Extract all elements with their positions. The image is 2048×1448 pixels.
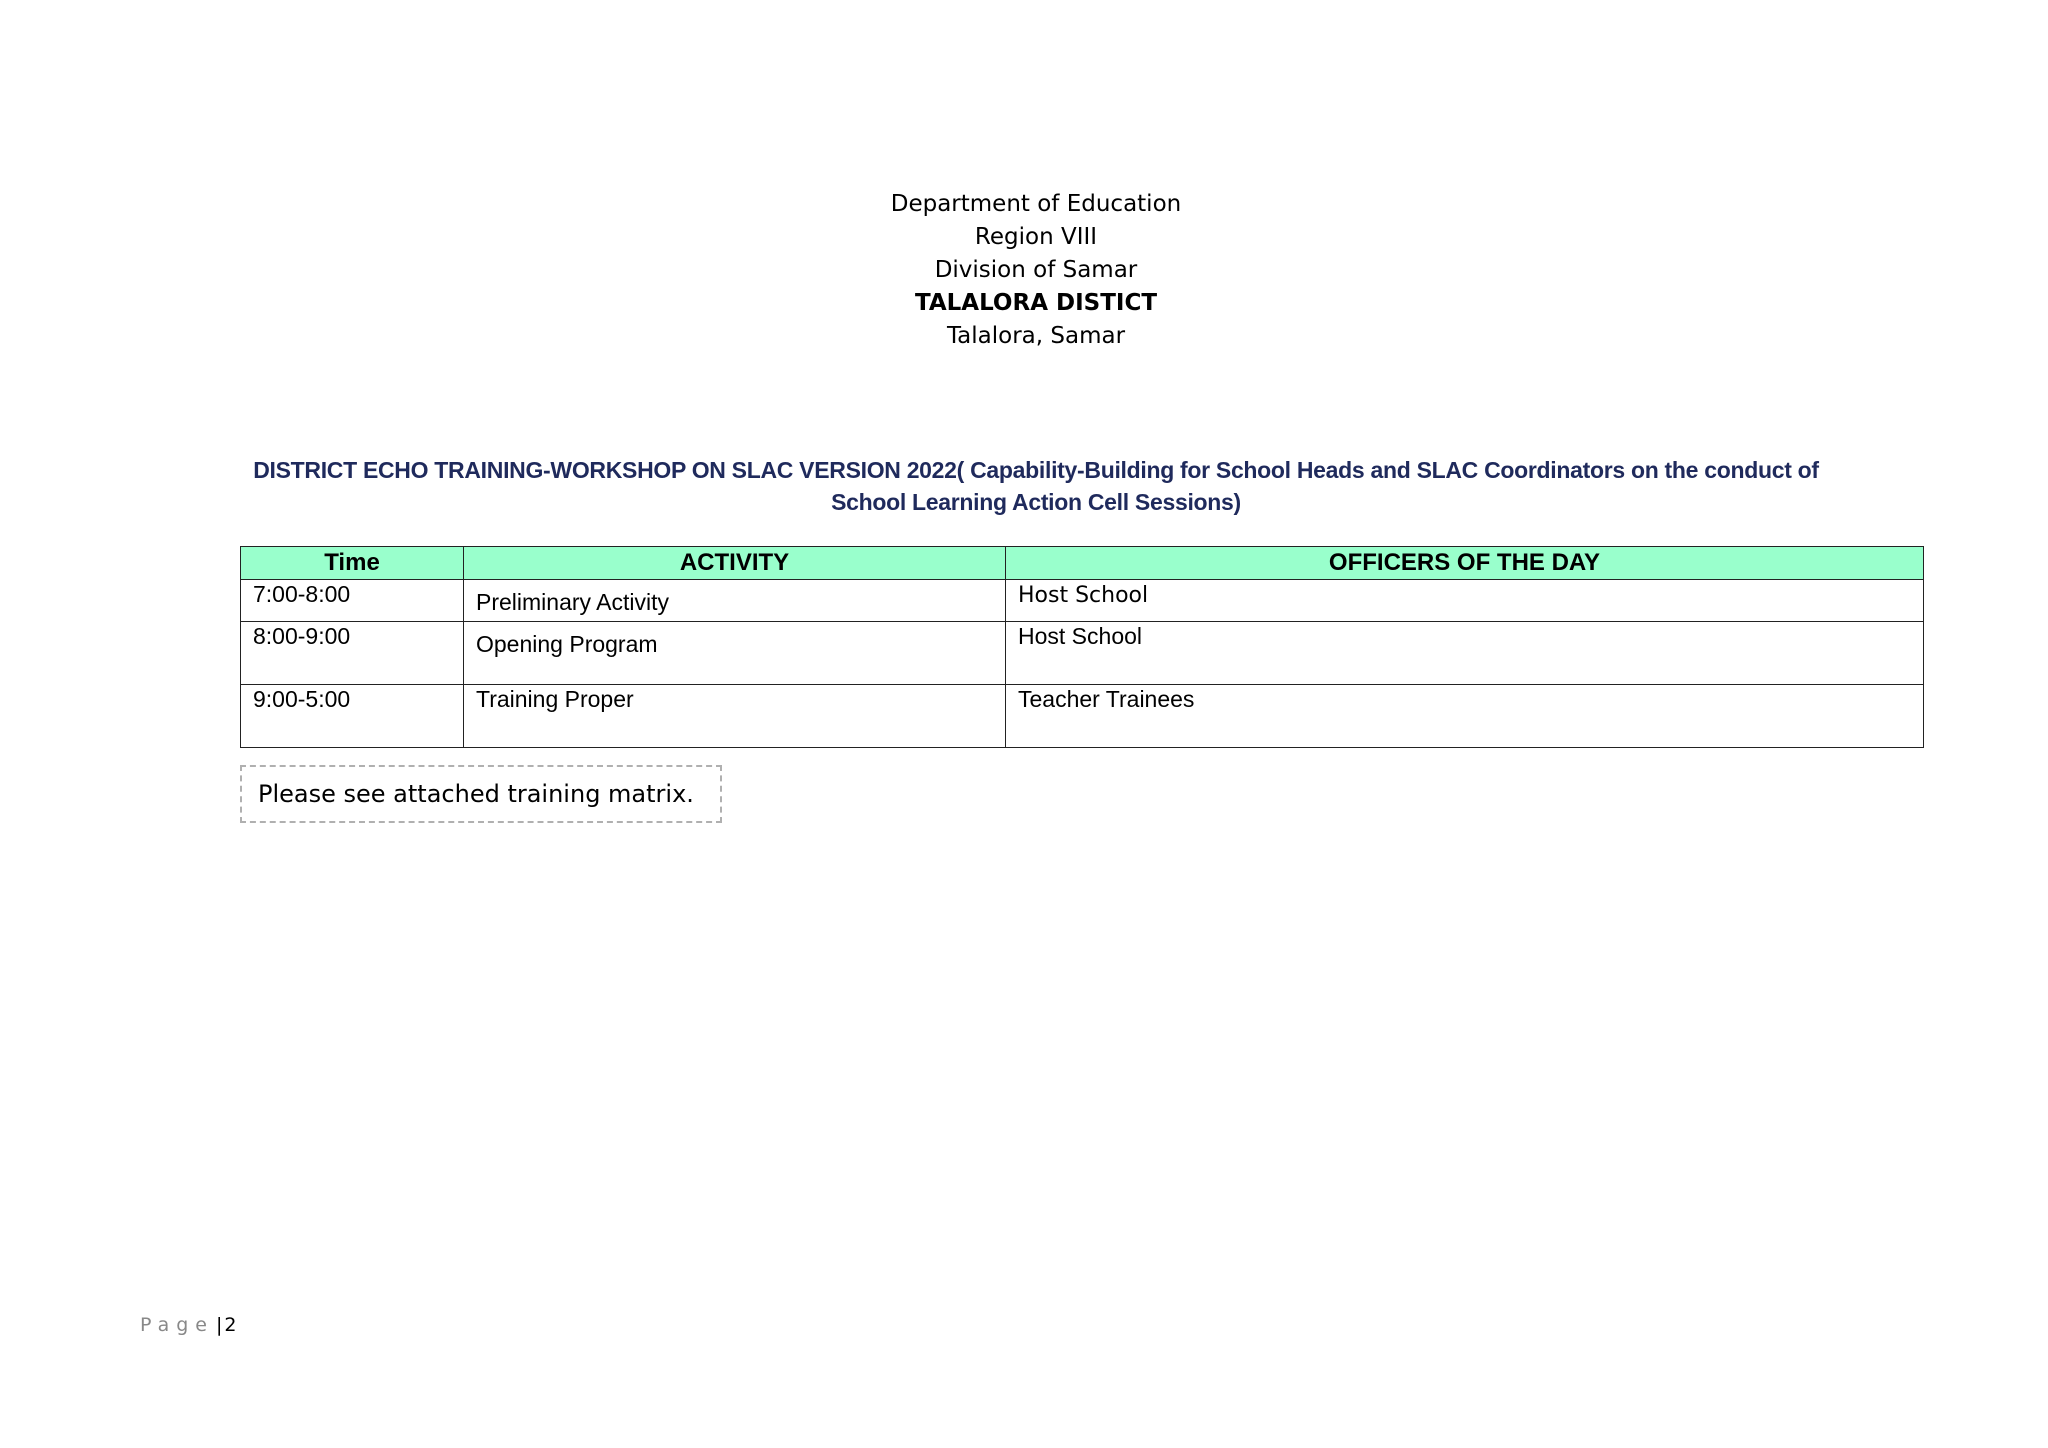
page-label: Page [140,1314,214,1336]
table-row [241,622,1924,685]
table-row [241,685,1924,748]
page-footer [140,1314,237,1336]
district-name: TALALORA DISTICT [914,290,1158,316]
region-name: Region VIII [974,224,1098,250]
page-number: 2 [224,1314,237,1336]
activity-cell: Opening Program [464,622,1006,685]
column-header-time: Time [241,547,464,580]
time-cell: 9:00-5:00 [241,685,464,748]
table-row [241,580,1924,622]
document-title: DISTRICT ECHO TRAINING-WORKSHOP ON SLAC VERSION 2022( Capability-Building for School Heads and SLAC Coordinators on the conduct of School Learning Action Cell Sessions) [253,457,1819,515]
time-cell: 7:00-8:00 [241,580,464,622]
district-address: Talalora, Samar [946,323,1126,349]
time-cell: 8:00-9:00 [241,622,464,685]
activity-cell: Preliminary Activity [464,580,1006,622]
page-separator: | [216,1314,223,1336]
department-name: Department of Education [890,191,1182,217]
officers-cell: Teacher Trainees [1006,685,1924,748]
officers-cell: Host School [1006,580,1924,622]
table-header-row [241,547,1924,580]
division-name: Division of Samar [934,257,1138,283]
letterhead [0,188,2048,353]
column-header-officers: OFFICERS OF THE DAY [1006,547,1924,580]
note-textbox: Please see attached training matrix. [240,765,722,823]
schedule-table [240,546,1924,748]
column-header-activity: ACTIVITY [464,547,1006,580]
activity-cell: Training Proper [464,685,1006,748]
officers-cell: Host School [1006,622,1924,685]
